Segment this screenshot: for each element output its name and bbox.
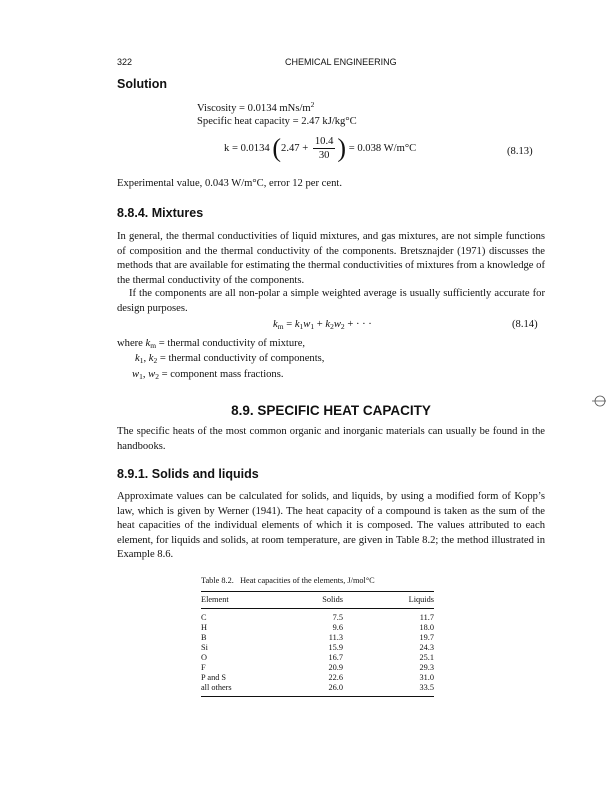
cell-liquids: 11.7 (419, 613, 434, 622)
specific-heat-line: Specific heat capacity = 2.47 kJ/kg°C (197, 116, 357, 127)
cell-element: O (201, 653, 207, 662)
definition-w1w2: = component mass fractions. (161, 369, 284, 380)
cell-element: Si (201, 643, 208, 652)
cell-liquids: 31.0 (419, 673, 434, 682)
table-header (201, 595, 434, 605)
page-number: 322 (117, 57, 133, 67)
table-row (201, 613, 434, 623)
running-title: CHEMICAL ENGINEERING (285, 57, 397, 67)
cell-liquids: 18.0 (419, 623, 434, 632)
table-row (201, 673, 434, 683)
cell-solids: 20.9 (328, 663, 343, 672)
table-row (201, 683, 434, 693)
mixtures-heading: 8.8.4. Mixtures (117, 206, 204, 220)
cell-solids: 26.0 (328, 683, 343, 692)
viscosity-line (197, 100, 314, 114)
cell-solids: 7.5 (332, 613, 343, 622)
cell-solids: 15.9 (328, 643, 343, 652)
equation-number-8-14: (8.14) (512, 319, 538, 330)
eq-inner: 2.47 + (281, 143, 309, 154)
experimental-value: Experimental value, 0.043 W/m°C, error 12 per cent. (117, 178, 342, 189)
cell-element: P and S (201, 673, 227, 682)
cell-liquids: 29.3 (419, 663, 434, 672)
table-bottom-rule (201, 696, 434, 697)
table-header-rule (201, 608, 434, 609)
definition-k1k2: = thermal conductivity of components, (159, 353, 325, 364)
specific-heat-heading: 8.9. SPECIFIC HEAT CAPACITY (231, 403, 431, 418)
table-row (201, 653, 434, 663)
cell-liquids: 25.1 (419, 653, 434, 662)
table-row (201, 623, 434, 633)
table-row (201, 643, 434, 653)
cell-element: H (201, 623, 207, 632)
equation-number-8-13: (8.13) (507, 146, 533, 157)
solids-liquids-paragraph: Approximate values can be calculated for solids, and liquids, by using a modified form of Kopp’s law, which is given by Werner (1941). The heat capacity of a compound is taken as the sum of the heat capacities of the individual elements of which it is composed. The values attributed to each element, for liquids and solids, at room temperature, are given in Table 8.2; the method illustrated in Example 8.6. (117, 491, 545, 561)
cell-element: B (201, 633, 207, 642)
col-header-solids: Solids (322, 595, 343, 604)
cell-element: all others (201, 683, 232, 692)
mixtures-paragraph-2: If the components are all non-polar a simple weighted average is usually sufficiently accurate for design purposes. (117, 288, 545, 314)
where-word: where (117, 338, 143, 349)
cell-element: C (201, 613, 207, 622)
fraction-denominator: 30 (318, 150, 330, 161)
fraction-numerator: 10.4 (314, 136, 334, 147)
table-8-2 (201, 576, 434, 697)
eq-lhs: k = 0.0134 (224, 143, 270, 154)
fraction (313, 135, 336, 162)
table-caption-text: Heat capacities of the elements, J/mol°C (240, 576, 375, 585)
mixtures-paragraph-1: In general, the thermal conductivities of liquid mixtures, and gas mixtures, are not simple functions of composition and the thermal conductivity of the components. Bretsznajder (1971) discusses the methods that are available for estimating the thermal conductivities of mixtures from a knowledge of the thermal conductivity of the components. (117, 231, 545, 286)
solids-liquids-heading: 8.9.1. Solids and liquids (117, 467, 259, 481)
viscosity-text: Viscosity = 0.0134 mNs/m (197, 103, 311, 114)
table-row (201, 633, 434, 643)
table-body (201, 613, 434, 693)
col-header-liquids: Liquids (408, 595, 434, 604)
open-paren: ( (272, 133, 282, 163)
specific-heat-paragraph: The specific heats of the most common organic and inorganic materials can usually be found in the handbooks. (117, 426, 545, 452)
cell-liquids: 24.3 (419, 643, 434, 652)
cell-solids: 22.6 (328, 673, 343, 682)
equation-8-13 (224, 135, 416, 169)
table-row (201, 663, 434, 673)
table-caption (201, 576, 434, 586)
table-top-rule (201, 591, 434, 592)
where-line-1: where $k_m$ = thermal conductivity of mixture, (117, 338, 306, 350)
equation-8-14: $k_m = k_1w_1 + k_2w_2$ + · · · (273, 319, 372, 331)
where-line-3: $w_1$, $w_2$ = component mass fractions. (132, 369, 284, 381)
cell-liquids: 19.7 (419, 633, 434, 642)
cell-solids: 16.7 (328, 653, 343, 662)
viscosity-exponent: 2 (310, 100, 315, 109)
registration-mark-icon (592, 394, 606, 408)
col-header-element: Element (201, 595, 229, 604)
cell-solids: 11.3 (328, 633, 343, 642)
cell-liquids: 33.5 (419, 683, 434, 692)
solution-heading: Solution (117, 77, 167, 91)
close-paren: ) (337, 133, 347, 163)
table-caption-label: Table 8.2. (201, 576, 234, 585)
definition-km: = thermal conductivity of mixture, (158, 338, 306, 349)
cell-element: F (201, 663, 206, 672)
eq-rhs: = 0.038 W/m°C (348, 143, 417, 154)
where-line-2: $k_1$, $k_2$ = thermal conductivity of components, (135, 353, 325, 365)
cell-solids: 9.6 (332, 623, 343, 632)
